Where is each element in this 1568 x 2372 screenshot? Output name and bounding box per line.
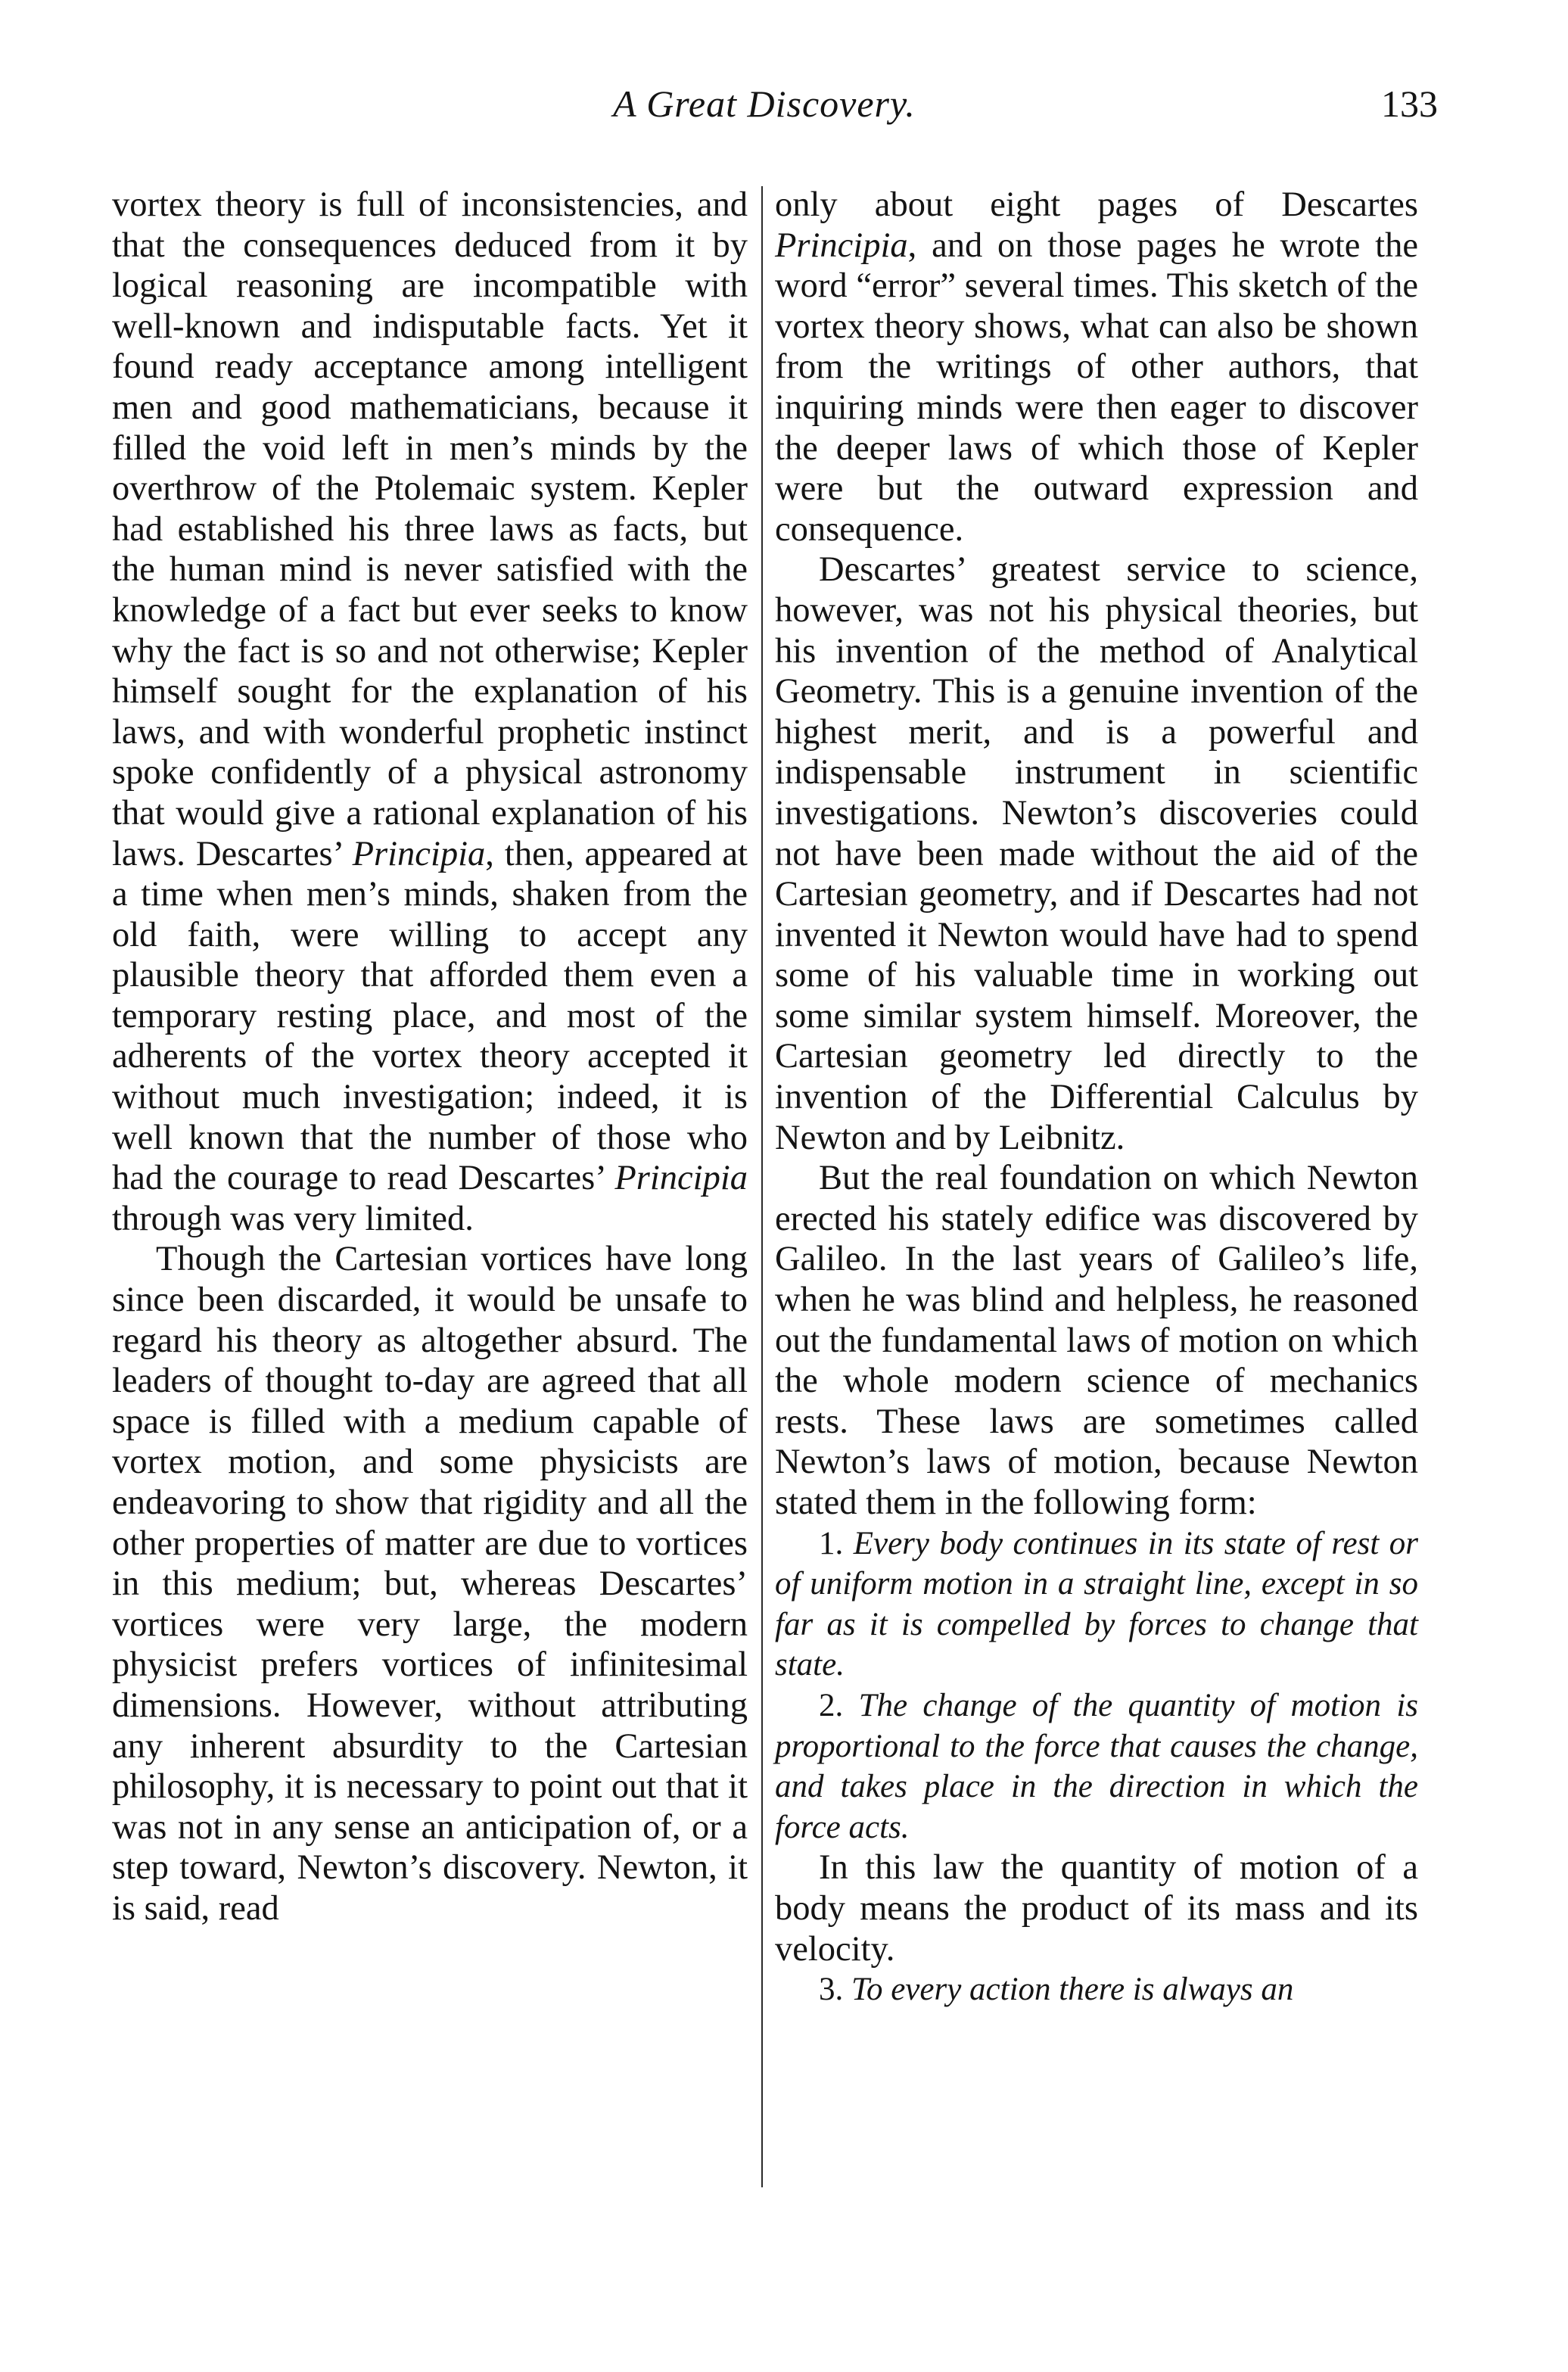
law-of-motion-3: [775, 1969, 1418, 2010]
paragraph-text: only about eight pages of Descartes: [775, 185, 1418, 224]
paragraph-text: , and on those pages he wrote the word “error” several times. This sketch of the vortex theory shows, what can also be shown from the writings of other authors, that inquiring minds were then eager to discover the deeper laws of which those of Kepler were but the outward expression and consequence.: [775, 226, 1418, 549]
law-text: To every action there is always an: [851, 1972, 1294, 2008]
left-column: [112, 185, 748, 1929]
law-number: 2.: [819, 1687, 844, 1723]
paragraph-text: through was very limited.: [112, 1199, 474, 1238]
law-of-motion-1: [775, 1524, 1418, 1686]
law-number: 3.: [819, 1972, 844, 2008]
law-text: The change of the quantity of motion is proportional to the force that causes the change, and takes place in the direction in which the force acts.: [775, 1687, 1418, 1845]
paragraph-quantity-of-motion: In this law the quantity of motion of a body means the product of its mass and its velocity.: [775, 1848, 1418, 1969]
paragraph-vortex-theory: [112, 185, 748, 1239]
running-title: A Great Discovery.: [613, 82, 916, 125]
paragraph-cartesian-vortices: Though the Cartesian vortices have long since been discarded, it would be unsafe to regard his theory as altogether absurd. The leaders of thought to-day are agreed that all space is filled with a medium capable of vortex motion, and some physicists are endeavoring to show that rigidity and all the other properties of matter are due to vortices in this medium; but, whereas Descartes’ vortices were very large, the modern physicist prefers vortices of infinitesimal dimensions. However, without attributing any inherent absurdity to the Cartesian philosophy, it is necessary to point out that it was not in any sense an anticipation of, or a step toward, Newton’s discovery. Newton, it is said, read: [112, 1240, 748, 1928]
law-number: 1.: [819, 1525, 844, 1561]
page-number: 133: [1381, 82, 1438, 125]
paragraph-text: , then, appeared at a time when men’s minds, shaken from the old faith, were willing to accept any plausible theory that afforded them even a temporary resting place, and most of the adherents of the vortex theory accepted it without much investigation; indeed, it is well known that the number of those who had the courage to read Descartes’: [112, 834, 748, 1198]
law-of-motion-2: [775, 1686, 1418, 1847]
book-title-principia: Principia: [614, 1159, 748, 1198]
paragraph-text: vortex theory is full of inconsistencies, and that the consequences deduced from it by logical reasoning are incompatible with well-known and indisputable facts. Yet it found ready acceptance among intelligent men and good mathematicians, because it filled the void left in men’s minds by the overthrow of the Ptolemaic system. Kepler had established his three laws as facts, but the human mind is never satisfied with the knowledge of a fact but ever seeks to know why the fact is so and not otherwise; Kepler himself sought for the explanation of his laws, and with wonderful prophetic instinct spoke confidently of a physical astronomy that would give a rational explanation of his laws. Descartes’: [112, 185, 748, 873]
book-title-principia: Principia: [352, 834, 486, 873]
book-title-principia: Principia: [775, 226, 908, 265]
law-text: Every body continues in its state of rest or of uniform motion in a straight line, except in so far as it is compelled by forces to change that state.: [775, 1525, 1419, 1683]
column-divider: [761, 186, 763, 2187]
paragraph-galileo: But the real foundation on which Newton erected his stately edifice was discovered by Galileo. In the last years of Galileo’s life, when he was blind and helpless, he reasoned out the fundamental laws of motion on which the whole modern science of mechanics rests. These laws are sometimes called Newton’s laws of motion, because Newton stated them in the following form:: [775, 1159, 1418, 1522]
right-column: [775, 185, 1418, 2010]
paragraph-newton-reading: [775, 185, 1418, 549]
paragraph-analytical-geometry: Descartes’ greatest service to science, however, was not his physical theories, but his invention of the method of Analytical Geometry. This is a genuine invention of the highest merit, and is a powerful and indispensable instrument in scientific investigations. Newton’s discoveries could not have been made without the aid of the Cartesian geometry, and if Descartes had not invented it Newton would have had to spend some of his valuable time in working out some similar system himself. Moreover, the Cartesian geometry led directly to the invention of the Differential Calculus by Newton and by Leibnitz.: [775, 550, 1418, 1157]
